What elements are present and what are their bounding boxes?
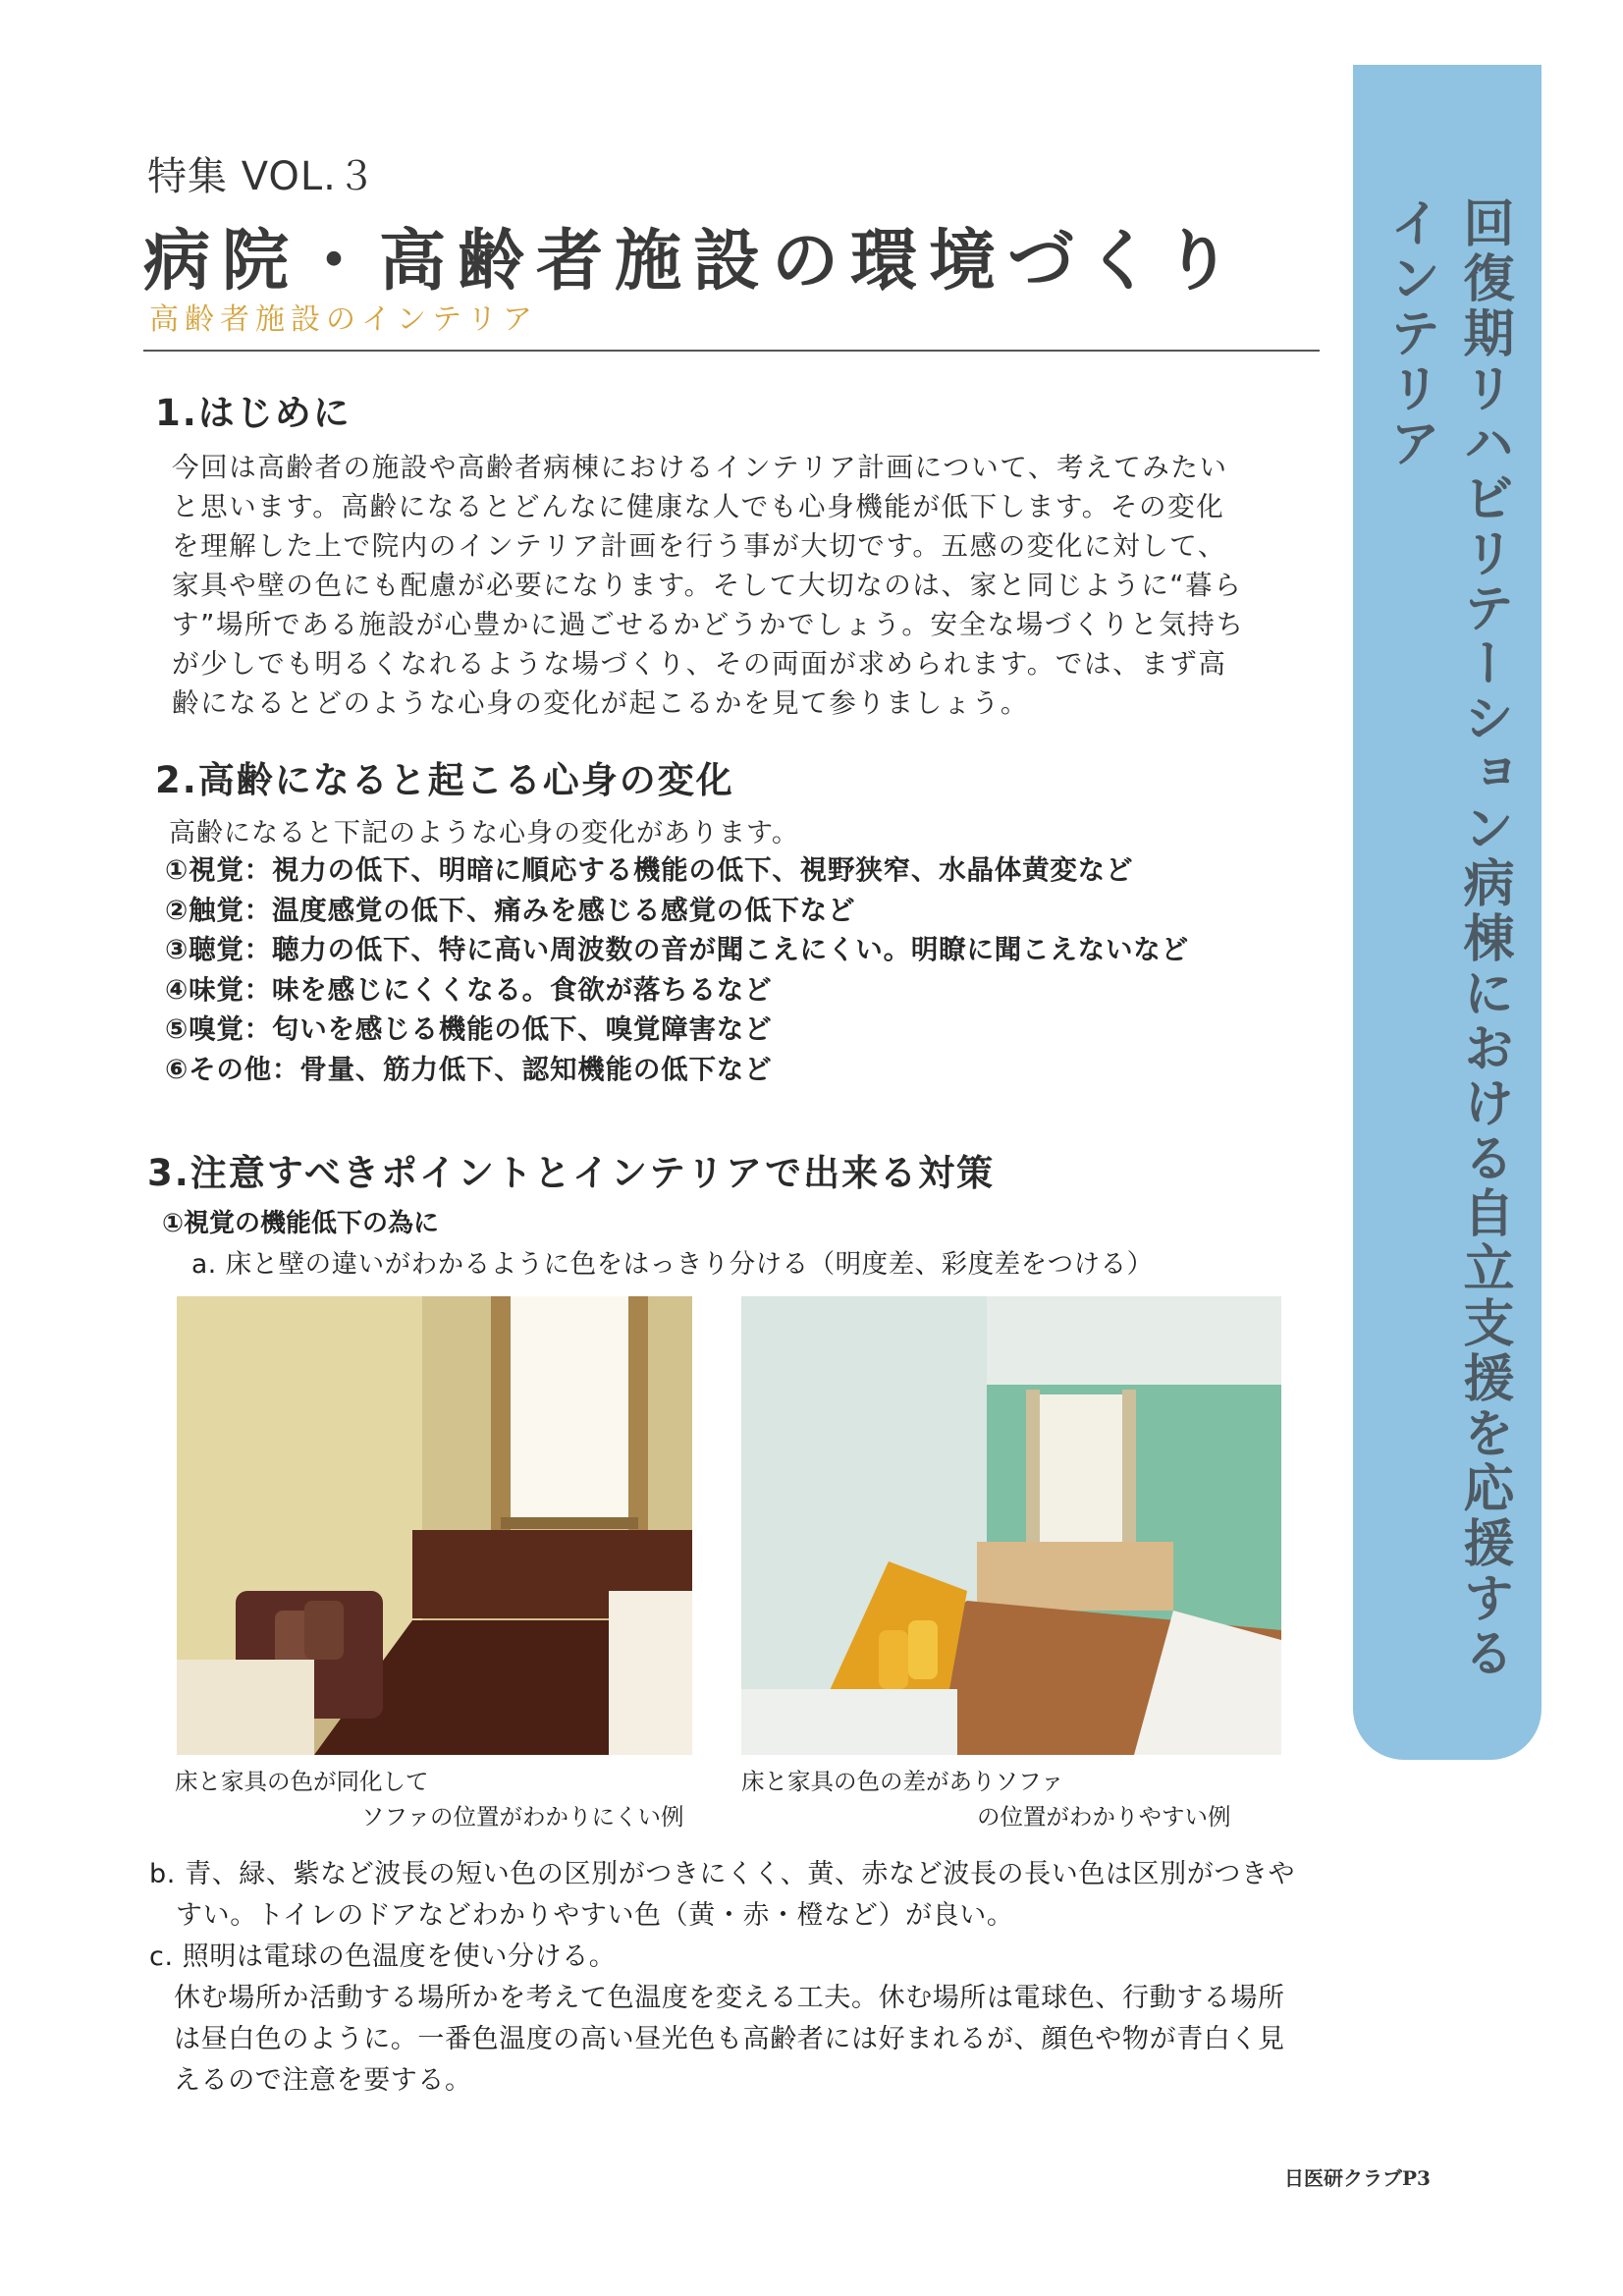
- intro-line: と思います。高齢になるとどんなに健康な人でも心身機能が低下します。その変化: [172, 491, 1225, 522]
- point-b-text: [149, 1854, 1295, 1937]
- list-item: ③聴覚：聴力の低下、特に高い周波数の音が聞こえにくい。明瞭に聞こえないなど: [165, 934, 1189, 965]
- room-photo-high-contrast: [741, 1296, 1281, 1755]
- page-title: 病院・高齢者施設の環境づくり: [143, 223, 1244, 301]
- list-item: ④味覚：味を感じにくくなる。食欲が落ちるなど: [165, 973, 773, 1006]
- caption-line: 床と家具の色が同化して: [175, 1768, 429, 1795]
- point-c-line: 休む場所か活動する場所かを考えて色温度を変える工夫。休む場所は電球色、行動する場所: [174, 1983, 1285, 2013]
- page-footer: 日医研クラブP3: [1284, 2166, 1431, 2190]
- caption-line: の位置がわかりやすい例: [977, 1803, 1231, 1831]
- side-banner-text: [1353, 196, 1542, 1689]
- intro-line: が少しでも明るくなれるような場づくり、その両面が求められます。では、まず高: [172, 648, 1227, 680]
- point-c-text: [149, 1937, 1285, 2102]
- intro-line: 今回は高齢者の施設や高齢者病棟におけるインテリア計画について、考えてみたい: [172, 452, 1228, 483]
- point-b-line: b. 青、緑、紫など波長の短い色の区別がつきにくく、黄、赤など波長の長い色は区別がつきや: [149, 1859, 1296, 1889]
- intro-line: 家具や壁の色にも配慮が必要になります。そして大切なのは、家と同じように“暮ら: [172, 570, 1243, 601]
- changes-lead-text: 高齢になると下記のような心身の変化があります。: [169, 818, 799, 848]
- list-item: ⑥その他：骨量、筋力低下、認知機能の低下など: [165, 1053, 773, 1085]
- photo-caption-low-contrast: [175, 1764, 684, 1834]
- photo-caption-high-contrast: [741, 1764, 1231, 1834]
- side-banner-label: 回復期リハビリテーション病棟における自立支援を応援するインテリア: [1380, 196, 1513, 1681]
- caption-line: 床と家具の色の差がありソファ: [741, 1768, 1064, 1795]
- caption-line: ソファの位置がわかりにくい例: [361, 1803, 684, 1831]
- list-item: ⑤嗅覚：匂いを感じる機能の低下、嗅覚障害など: [165, 1013, 773, 1045]
- title-divider: [143, 350, 1320, 352]
- intro-line: す”場所である施設が心豊かに過ごせるかどうかでしょう。安全な場づくりと気持ち: [172, 609, 1245, 640]
- intro-paragraph: [172, 448, 1245, 723]
- point-c-line: c. 照明は電球の色温度を使い分ける。: [149, 1941, 617, 1972]
- section-heading-intro: 1.はじめに: [155, 392, 352, 434]
- point-c-line: は昼白色のように。一番色温度の高い昼光色も高齢者には好まれるが、顔色や物が青白く見: [174, 2024, 1285, 2054]
- feature-volume-label: 特集 VOL.３: [147, 154, 377, 199]
- point-a-text: a. 床と壁の違いがわかるように色をはっきり分ける（明度差、彩度差をつける）: [191, 1249, 1154, 1280]
- room-photo-low-contrast-image: [177, 1296, 692, 1755]
- changes-list: [165, 850, 1189, 1089]
- intro-line: を理解した上で院内のインテリア計画を行う事が大切です。五感の変化に対して、: [172, 530, 1226, 562]
- page-subtitle: 高齢者施設のインテリア: [149, 302, 538, 337]
- intro-line: 齢になるとどのような心身の変化が起こるかを見て参りましょう。: [172, 687, 1029, 719]
- section-heading-changes: 2.高齢になると起こる心身の変化: [155, 759, 734, 801]
- room-photo-low-contrast: [177, 1296, 692, 1755]
- list-item: ②触覚：温度感覚の低下、痛みを感じる感覚の低下など: [165, 894, 856, 926]
- list-item: ①視覚：視力の低下、明暗に順応する機能の低下、視野狭窄、水晶体黄変など: [165, 854, 1134, 886]
- point-c-line: えるので注意を要する。: [174, 2065, 472, 2096]
- room-photo-high-contrast-image: [741, 1296, 1281, 1755]
- section-heading-countermeasures: 3.注意すべきポイントとインテリアで出来る対策: [147, 1152, 996, 1194]
- subheading-vision: ①視覚の機能低下の為に: [162, 1209, 440, 1238]
- point-b-line: すい。トイレのドアなどわかりやすい色（黄・赤・橙など）が良い。: [176, 1900, 1014, 1931]
